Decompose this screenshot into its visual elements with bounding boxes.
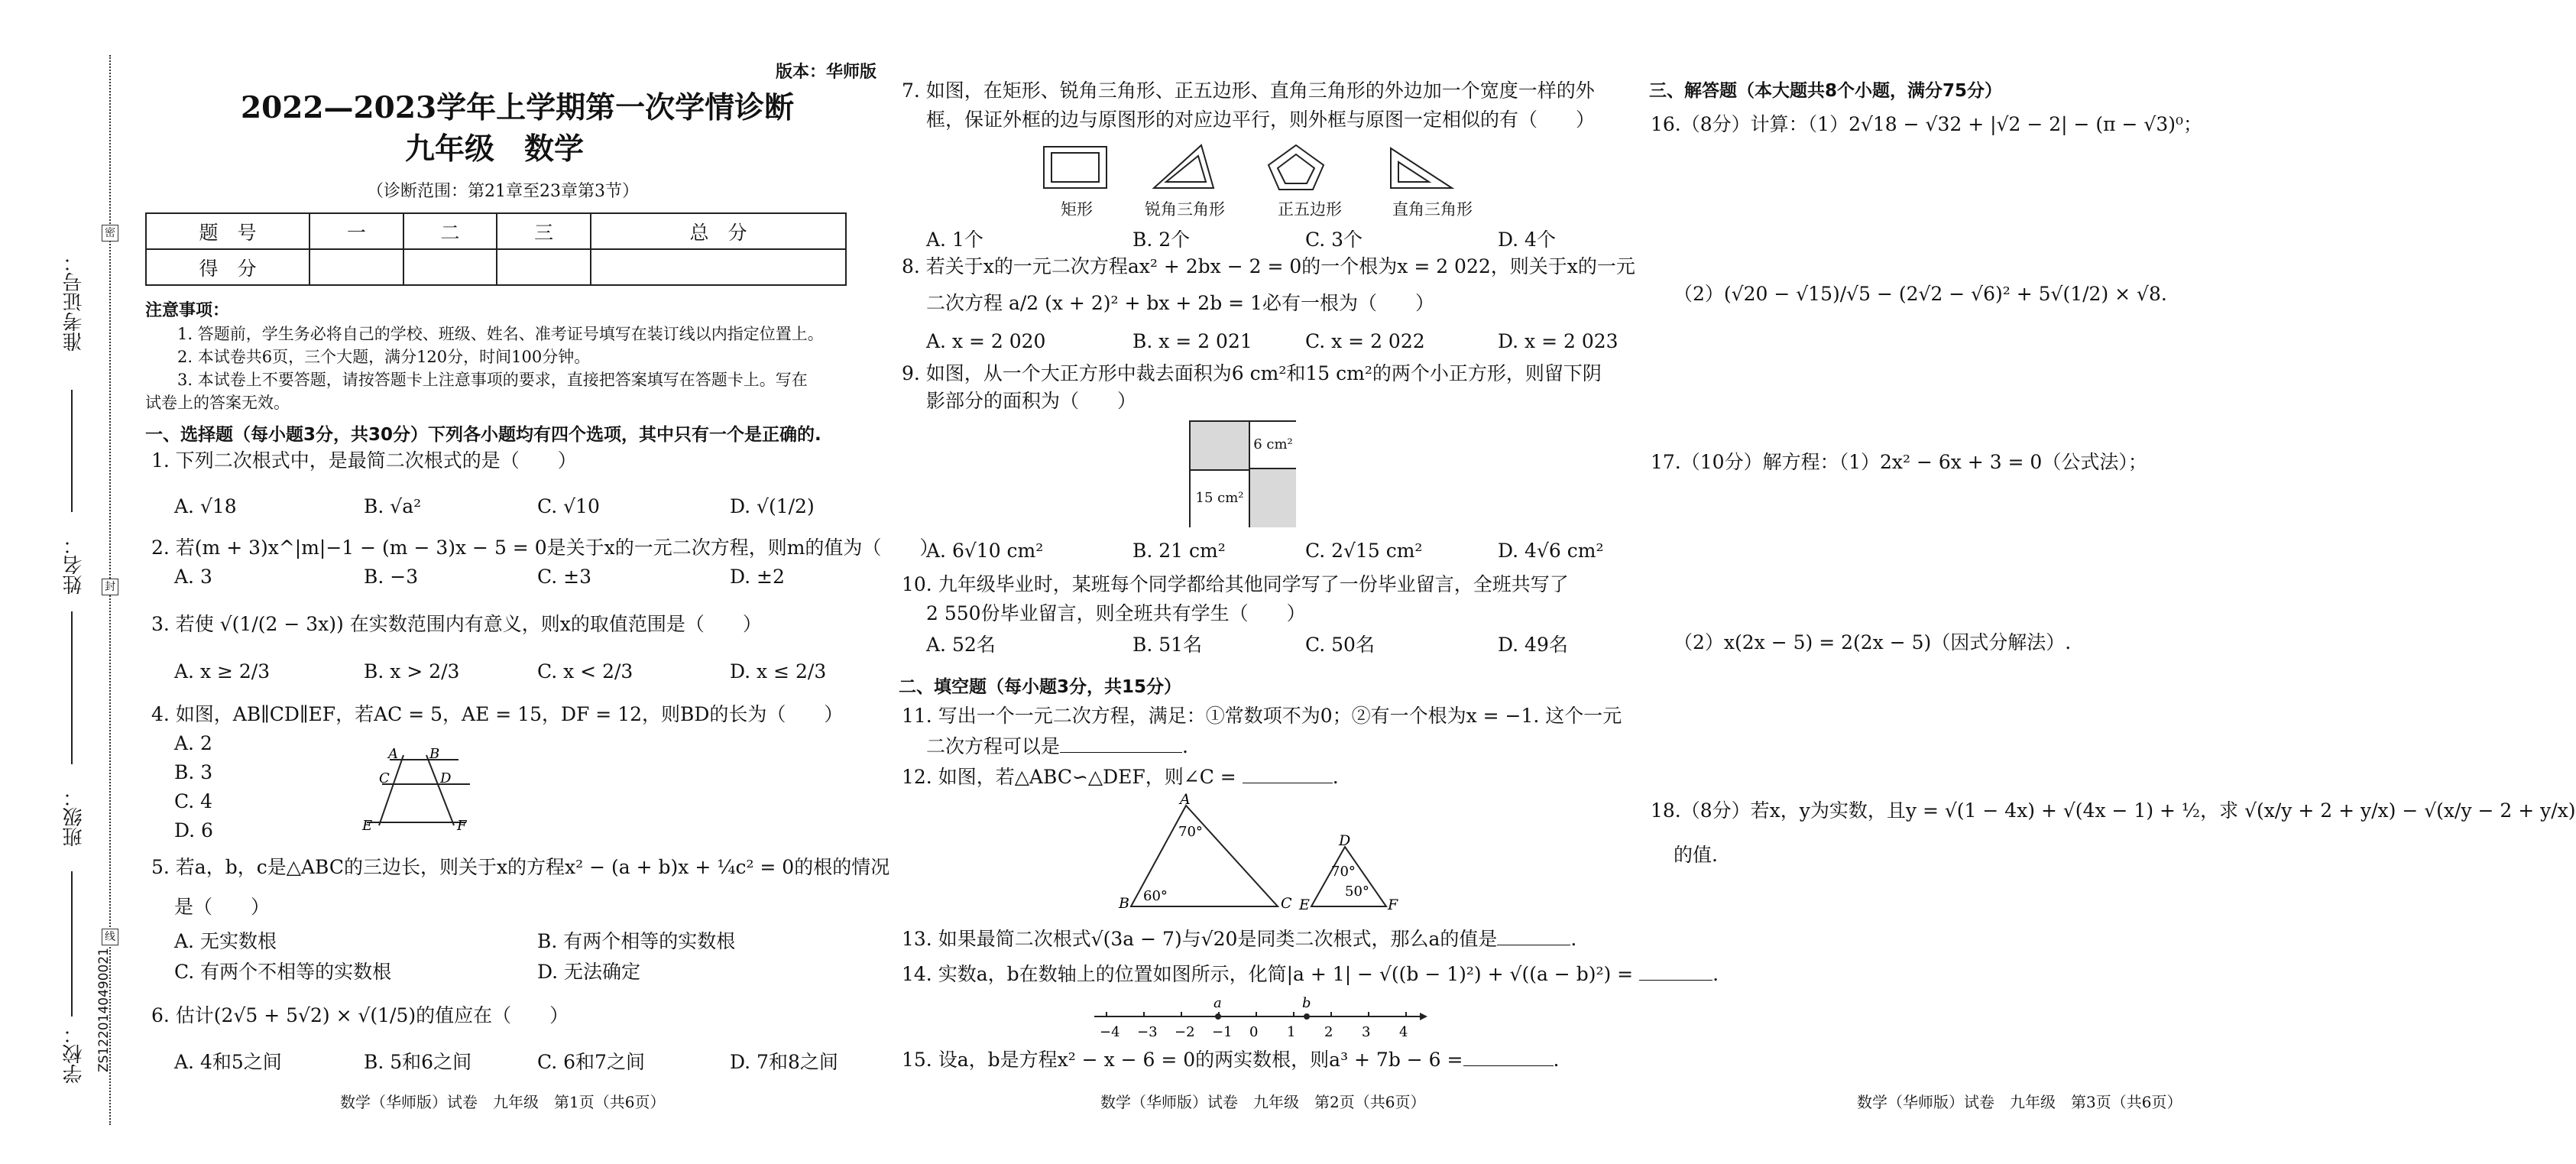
q7-shapes-figure xyxy=(1039,142,1482,203)
q13-answer-blank[interactable] xyxy=(1497,926,1570,945)
question-11-line1: 11. 写出一个一元二次方程，满足：①常数项不为0；②有一个根为x = −1. 这个一元 xyxy=(902,705,1622,727)
serial-number: ZS1220140490021 xyxy=(96,948,112,1073)
q3-option-c[interactable]: C. x < 2/3 xyxy=(537,660,633,683)
q6-option-d[interactable]: D. 7和8之间 xyxy=(730,1051,838,1073)
fig-label: 50° xyxy=(1345,884,1369,900)
question-12: 12. 如图，若△ABC∽△DEF，则∠C = . xyxy=(902,766,1339,788)
fig-label: E xyxy=(362,818,373,834)
page-footer: 数学（华师版）试卷 九年级 第1页（共6页） xyxy=(340,1093,666,1111)
fig-label: 70° xyxy=(1331,864,1356,880)
q4-parallel-lines-figure xyxy=(359,746,489,834)
score-cell[interactable] xyxy=(403,249,497,285)
fig-label: A xyxy=(388,746,398,762)
q9-small-square: 6 cm² xyxy=(1249,422,1296,469)
note-item: 2. 本试卷共6页，三个大题，满分120分，时间100分钟。 xyxy=(177,348,591,366)
axis-tick-label: 2 xyxy=(1324,1024,1333,1040)
q1-option-a[interactable]: A. √18 xyxy=(174,495,237,517)
section1-heading: 一、选择题（每小题3分，共30分）下列各小题均有四个选项，其中只有一个是正确的. xyxy=(145,425,821,445)
question-8-line1: 8. 若关于x的一元二次方程ax² + 2bx − 2 = 0的一个根为x = 2 022，则关于x的一元 xyxy=(902,255,1635,277)
q12-similar-triangles-figure xyxy=(1116,791,1406,913)
question-3: 3. 若使 √(1/(2 − 3x)) 在实数范围内有意义，则x的取值范围是（ ） xyxy=(151,613,762,635)
axis-tick-label: −2 xyxy=(1175,1024,1195,1040)
q2-option-d[interactable]: D. ±2 xyxy=(730,566,785,588)
question-6: 6. 估计(2√5 + 5√2) × √(1/5)的值应在（ ） xyxy=(151,1004,569,1026)
q10-option-a[interactable]: A. 52名 xyxy=(926,634,996,656)
axis-tick-label: 0 xyxy=(1249,1024,1259,1040)
question-9-line2: 影部分的面积为（ ） xyxy=(926,390,1137,412)
q9-large-square: 15 cm² xyxy=(1191,469,1250,527)
question-10-line1: 10. 九年级毕业时，某班每个同学都给其他同学写了一份毕业留言，全班共写了 xyxy=(902,573,1569,595)
q7-fig-label: 矩形 xyxy=(1061,200,1093,219)
axis-tick-label: 4 xyxy=(1399,1024,1408,1040)
question-17-part1: 17.（10分）解方程：（1）2x² − 6x + 3 = 0（公式法）； xyxy=(1651,451,2147,473)
q8-option-d[interactable]: D. x = 2 023 xyxy=(1498,330,1619,352)
score-cell[interactable] xyxy=(497,249,591,285)
q7-fig-label: 直角三角形 xyxy=(1392,200,1473,219)
q15-answer-blank[interactable] xyxy=(1463,1047,1554,1066)
question-8-line2: 二次方程 a/2 (x + 2)² + bx + 2b = 1必有一根为（ ） xyxy=(926,292,1434,314)
q9-option-d[interactable]: D. 4√6 cm² xyxy=(1498,540,1604,562)
q6-option-b[interactable]: B. 5和6之间 xyxy=(364,1051,472,1073)
score-cell[interactable] xyxy=(309,249,403,285)
note-item: 3. 本试卷上不要答题，请按答题卡上注意事项的要求，直接把答案填写在答题卡上。写在 xyxy=(177,371,808,389)
q6-option-c[interactable]: C. 6和7之间 xyxy=(537,1051,645,1073)
q5-option-b[interactable]: B. 有两个相等的实数根 xyxy=(537,930,736,952)
question-1: 1. 下列二次根式中，是最简二次根式的是（ ） xyxy=(151,449,577,472)
q9-option-b[interactable]: B. 21 cm² xyxy=(1132,540,1226,562)
q6-option-a[interactable]: A. 4和5之间 xyxy=(174,1051,282,1073)
question-18-line1: 18.（8分）若x，y为实数，且y = √(1 − 4x) + √(4x − 1) + ½，求 √(x/y + 2 + y/x) − √(x/y − 2 + y/x) xyxy=(1651,799,2576,822)
score-row-label: 得 分 xyxy=(146,249,309,285)
fig-label: D xyxy=(440,770,452,786)
note-item: 1. 答题前，学生务必将自己的学校、班级、姓名、准考证号填写在装订线以内指定位置上。 xyxy=(177,325,824,343)
exam-scope: （诊断范围：第21章至23章第3节） xyxy=(367,182,639,201)
axis-point-a xyxy=(1215,1013,1221,1020)
question-9-line1: 9. 如图，从一个大正方形中裁去面积为6 cm²和15 cm²的两个小正方形，则留下阴 xyxy=(902,362,1602,384)
q9-shaded-region xyxy=(1191,422,1249,469)
score-header-cell: 三 xyxy=(497,213,591,249)
q7-fig-label: 正五边形 xyxy=(1278,200,1342,219)
q7-option-b[interactable]: B. 2个 xyxy=(1132,229,1191,251)
q8-option-c[interactable]: C. x = 2 022 xyxy=(1305,330,1425,352)
q9-square-figure xyxy=(1189,420,1296,527)
score-header-cell: 一 xyxy=(309,213,403,249)
q2-option-c[interactable]: C. ±3 xyxy=(537,566,591,588)
exam-id-blank xyxy=(71,390,73,512)
fig-label: 70° xyxy=(1178,824,1203,840)
fig-label: A xyxy=(1180,791,1191,808)
q13-text: 13. 如果最简二次根式√(3a − 7)与√20是同类二次根式，那么a的值是 xyxy=(902,928,1498,950)
axis-point-label: a xyxy=(1213,995,1222,1011)
section2-heading: 二、填空题（每小题3分，共15分） xyxy=(899,677,1182,697)
q7-option-a[interactable]: A. 1个 xyxy=(926,229,983,251)
q10-option-c[interactable]: C. 50名 xyxy=(1305,634,1375,656)
axis-tick-label: −1 xyxy=(1212,1024,1233,1040)
q11-answer-blank[interactable] xyxy=(1060,734,1182,753)
question-4: 4. 如图，AB∥CD∥EF，若AC = 5，AE = 15，DF = 12，则BD的长为（ ） xyxy=(151,703,844,725)
note-item: 试卷上的答案无效。 xyxy=(145,394,290,412)
q1-option-c[interactable]: C. √10 xyxy=(537,495,600,517)
question-11-line2: 二次方程可以是 . xyxy=(926,735,1188,757)
fig-label: 60° xyxy=(1143,888,1168,904)
q1-option-b[interactable]: B. √a² xyxy=(364,495,422,517)
question-2: 2. 若(m + 3)x^|m|−1 − (m − 3)x − 5 = 0是关于x的一元二次方程，则m的值为（ ） xyxy=(151,537,939,559)
fig-label: E xyxy=(1299,897,1310,913)
question-5-line1: 5. 若a，b，c是△ABC的三边长，则关于x的方程x² − (a + b)x + ¼c² = 0的根的情况 xyxy=(151,856,890,878)
school-label: 学校： xyxy=(63,1024,86,1084)
q11-text: 二次方程可以是 xyxy=(926,735,1061,757)
question-17-part2: （2）x(2x − 5) = 2(2x − 5)（因式分解法）. xyxy=(1674,631,2072,653)
class-blank xyxy=(71,871,73,1016)
section3-heading: 三、解答题（本大题共8个小题，满分75分） xyxy=(1649,81,2003,101)
question-7-line2: 框，保证外框的边与原图形的对应边平行，则外框与原图一定相似的有（ ） xyxy=(926,109,1596,131)
q9-option-c[interactable]: C. 2√15 cm² xyxy=(1305,540,1423,562)
fig-label: C xyxy=(1281,895,1292,912)
axis-tick-label: −3 xyxy=(1137,1024,1158,1040)
score-header-cell: 二 xyxy=(403,213,497,249)
fig-label: B xyxy=(429,746,440,762)
fig-label: C xyxy=(379,770,390,786)
q3-option-a[interactable]: A. x ≥ 2/3 xyxy=(174,660,271,683)
q14-number-line xyxy=(1091,991,1427,1044)
axis-tick-label: −4 xyxy=(1100,1024,1120,1040)
q4-option-a[interactable]: A. 2 xyxy=(174,732,212,754)
q4-option-b[interactable]: B. 3 xyxy=(174,761,213,783)
fig-label: B xyxy=(1119,895,1129,912)
question-18-line2: 的值. xyxy=(1674,844,1718,866)
page-footer: 数学（华师版）试卷 九年级 第2页（共6页） xyxy=(1100,1093,1426,1111)
notes-heading: 注意事项： xyxy=(145,301,230,320)
question-15: 15. 设a，b是方程x² − x − 6 = 0的两实数根，则a³ + 7b − 6 = . xyxy=(902,1049,1560,1071)
q4-option-d[interactable]: D. 6 xyxy=(174,819,213,841)
axis-tick-label: 3 xyxy=(1362,1024,1371,1040)
q15-text: 15. 设a，b是方程x² − x − 6 = 0的两实数根，则a³ + 7b − 6 = xyxy=(902,1049,1463,1071)
axis-point-label: b xyxy=(1302,995,1311,1011)
q10-option-d[interactable]: D. 49名 xyxy=(1498,634,1568,656)
score-header-cell: 总 分 xyxy=(591,213,846,249)
question-5-line2: 是（ ） xyxy=(174,896,271,918)
seal-mark: 密 xyxy=(102,225,118,242)
q8-option-a[interactable]: A. x = 2 020 xyxy=(926,330,1046,352)
fig-label: F xyxy=(457,818,467,834)
score-header-cell: 题 号 xyxy=(146,213,309,249)
name-label: 姓名： xyxy=(63,535,86,595)
q7-option-c[interactable]: C. 3个 xyxy=(1305,229,1363,251)
q7-fig-label: 锐角三角形 xyxy=(1145,200,1225,219)
q14-text: 14. 实数a，b在数轴上的位置如图所示，化简|a + 1| − √((b − 1)²) + √((a − b)²) = xyxy=(902,963,1634,985)
question-13: 13. 如果最简二次根式√(3a − 7)与√20是同类二次根式，那么a的值是 . xyxy=(902,928,1577,950)
question-16-part1: 16.（8分）计算：（1）2√18 − √32 + |√2 − 2| − (π − √3)⁰； xyxy=(1651,113,2203,135)
q3-option-d[interactable]: D. x ≤ 2/3 xyxy=(730,660,827,683)
name-blank xyxy=(71,611,73,764)
q9-option-a[interactable]: A. 6√10 cm² xyxy=(926,540,1044,562)
q5-option-c[interactable]: C. 有两个不相等的实数根 xyxy=(174,961,392,983)
q4-option-c[interactable]: C. 4 xyxy=(174,790,213,812)
page-footer: 数学（华师版）试卷 九年级 第3页（共6页） xyxy=(1857,1093,2182,1111)
exam-title: 2022—2023学年上学期第一次学情诊断 xyxy=(241,90,795,125)
q3-option-b[interactable]: B. x > 2/3 xyxy=(364,660,460,683)
q7-option-d[interactable]: D. 4个 xyxy=(1498,229,1556,251)
q12-answer-blank[interactable] xyxy=(1243,764,1333,783)
fig-label: D xyxy=(1339,832,1351,849)
question-14: 14. 实数a，b在数轴上的位置如图所示，化简|a + 1| − √((b − 1)²) + √((a − b)²) = . xyxy=(902,963,1719,985)
seal-mark: 线 xyxy=(102,929,118,945)
exam-subtitle: 九年级 数学 xyxy=(405,131,585,167)
axis-point-b xyxy=(1304,1013,1310,1020)
class-label: 班级： xyxy=(63,787,86,847)
q10-option-b[interactable]: B. 51名 xyxy=(1132,634,1203,656)
question-10-line2: 2 550份毕业留言，则全班共有学生（ ） xyxy=(926,602,1306,624)
q1-option-d[interactable]: D. √(1/2) xyxy=(730,495,815,517)
exam-id-label: 准考证号： xyxy=(63,252,86,352)
q2-option-a[interactable]: A. 3 xyxy=(174,566,212,588)
q8-option-b[interactable]: B. x = 2 021 xyxy=(1132,330,1252,352)
q5-option-a[interactable]: A. 无实数根 xyxy=(174,930,277,952)
score-cell[interactable] xyxy=(591,249,846,285)
q5-option-d[interactable]: D. 无法确定 xyxy=(537,961,641,983)
question-16-part2: （2）(√20 − √15)/√5 − (2√2 − √6)² + 5√(1/2) × √8. xyxy=(1674,283,2167,305)
q2-option-b[interactable]: B. −3 xyxy=(364,566,419,588)
q9-shaded-region xyxy=(1250,469,1296,527)
q14-answer-blank[interactable] xyxy=(1639,961,1712,981)
axis-tick-label: 1 xyxy=(1287,1024,1296,1040)
score-table xyxy=(145,212,847,286)
q12-text: 12. 如图，若△ABC∽△DEF，则∠C = xyxy=(902,766,1236,788)
edition-label: 版本：华师版 xyxy=(776,63,877,82)
fig-label: F xyxy=(1388,897,1398,913)
question-7-line1: 7. 如图，在矩形、锐角三角形、正五边形、直角三角形的外边加一个宽度一样的外 xyxy=(902,79,1595,102)
seal-mark: 封 xyxy=(102,579,118,595)
